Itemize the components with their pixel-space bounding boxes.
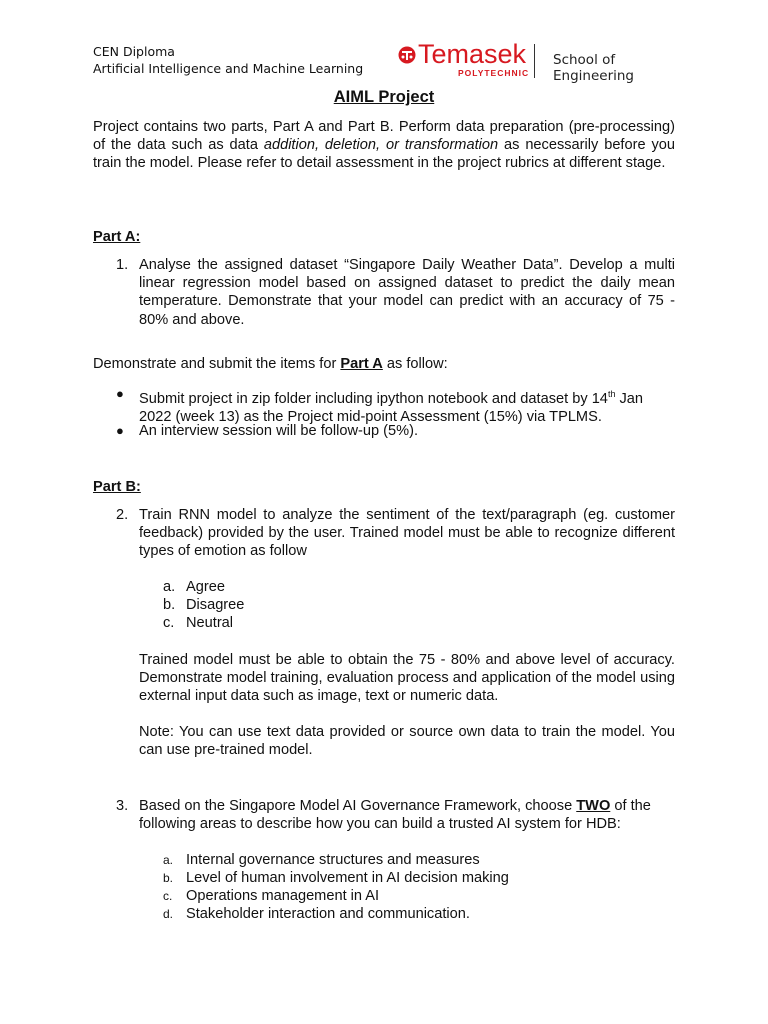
emotion-letter: c. (163, 615, 175, 631)
item-2-number: 2. (116, 507, 129, 523)
emotion-item: Disagree (186, 597, 245, 613)
page-title: AIML Project (333, 88, 435, 106)
item-3-number: 3. (116, 798, 129, 814)
emotion-item: Agree (186, 579, 225, 595)
area-letter: c. (163, 889, 173, 903)
temasek-emblem-icon (398, 46, 416, 64)
bullet-1-text (139, 385, 679, 426)
emotion-letter: b. (163, 597, 176, 613)
bullet-1-pre: Submit project in zip folder including ipython notebook and dataset by 14 (139, 390, 608, 407)
item-3-two: TWO (576, 798, 611, 814)
bullet-1-post: Jan 2022 (week 13) as the Project mid-point Assessment (15%) via TPLMS. (139, 390, 644, 426)
part-a-heading: Part A: (93, 229, 141, 245)
submit-post: as follow: (382, 356, 448, 372)
logo-wordmark: Temasek (418, 39, 527, 69)
logo-divider (534, 44, 535, 78)
emotion-letter: a. (163, 579, 176, 595)
item-3-post: of the following areas to describe how you can build a trusted AI system for HDB: (139, 798, 651, 833)
note-paragraph: Note: You can use text data provided or source own data to train the model. You can use pre-trained model. (139, 724, 675, 759)
bullet-icon: ● (116, 423, 124, 438)
area-item: Level of human involvement in AI decision making (186, 870, 509, 886)
diploma-label: CEN Diploma (93, 44, 175, 59)
bullet-1-sup: th (607, 389, 616, 399)
submit-part-a: Part A (340, 356, 383, 372)
part-b-heading: Part B: (93, 479, 141, 495)
school-name: School of Engineering (553, 52, 634, 84)
item-1-text: Analyse the assigned dataset “Singapore Daily Weather Data”. Develop a multi linear regression model based on assigned dataset to predict the daily mean temperature. Demonstrate that your model can predict with an accuracy of 75 - 80% and above. (139, 257, 675, 328)
intro-text-2: as necessarily before you train the model. Please refer to detail assessment in the project rubrics at different stage. (93, 137, 675, 172)
part-a-submit-line (93, 355, 448, 373)
emotion-item: Neutral (186, 615, 234, 631)
course-header (93, 43, 363, 77)
item-2-text: Train RNN model to analyze the sentiment of the text/paragraph (eg. customer feedback) provided by the user. Trained model must be able to recognize different types of emotion as follow (139, 507, 675, 560)
item-3-pre: Based on the Singapore Model AI Governance Framework, choose (139, 798, 577, 814)
bullet-2-text: An interview session will be follow-up (5%). (139, 423, 419, 439)
item-1-number: 1. (116, 257, 129, 273)
submit-pre: Demonstrate and submit the items for (93, 356, 341, 372)
area-item: Internal governance structures and measures (186, 852, 480, 868)
item-3-text (139, 797, 675, 833)
course-name: Artificial Intelligence and Machine Learning (93, 61, 364, 76)
area-letter: d. (163, 907, 174, 921)
intro-text-1: Project contains two parts, Part A and Part B. Perform data preparation (pre-processing) of the data such as data (93, 119, 675, 154)
accuracy-paragraph: Trained model must be able to obtain the 75 - 80% and above level of accuracy. Demonstrate model training, evaluation process and application of the model using external input data such as image, text or numeric data. (139, 652, 675, 705)
intro-paragraph (93, 118, 675, 173)
area-letter: a. (163, 853, 174, 867)
bullet-icon: ● (116, 386, 124, 401)
area-letter: b. (163, 871, 174, 885)
intro-italic: addition, deletion, or transformation (263, 137, 499, 154)
logo-subtitle: POLYTECHNIC (458, 68, 530, 78)
temasek-logo (398, 39, 698, 84)
area-item: Operations management in AI (186, 888, 380, 904)
area-item: Stakeholder interaction and communication. (186, 906, 470, 922)
